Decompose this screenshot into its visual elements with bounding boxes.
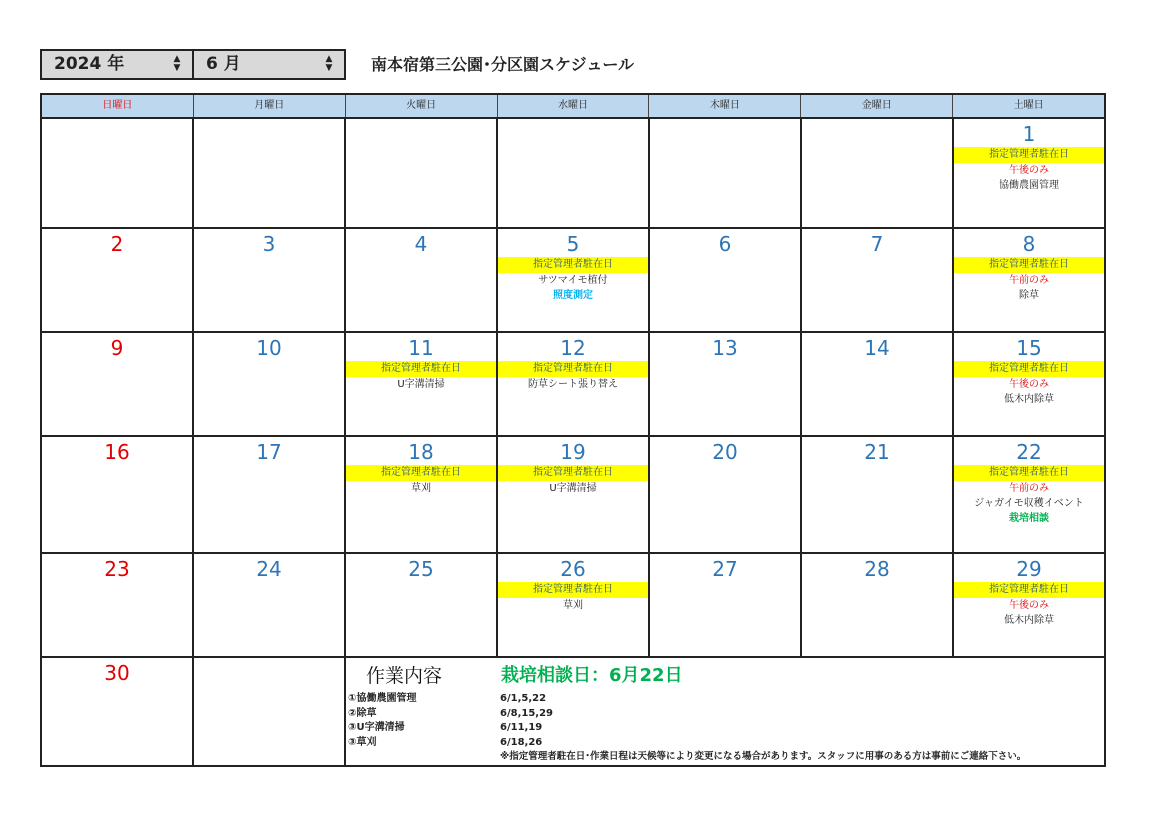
task-dates: 6/18,26: [500, 736, 543, 748]
page-title: 南本宿第三公園･分区園スケジュール: [371, 55, 635, 74]
day-number: 20: [712, 440, 738, 464]
event-text: U字溝清掃: [397, 379, 445, 390]
year-selector[interactable]: [40, 49, 194, 80]
task-list: [348, 692, 678, 750]
day-cell[interactable]: [954, 437, 1104, 552]
staff-day-badge: 指定管理者駐在日: [954, 147, 1104, 163]
day-cell[interactable]: [802, 333, 954, 435]
staff-day-badge: 指定管理者駐在日: [346, 361, 496, 377]
schedule-notice: ※指定管理者駐在日･作業日程は天候等により変更になる場合があります。スタッフに用事のある方は事前にご連絡下さい。: [500, 751, 1027, 762]
staff-day-badge: 指定管理者駐在日: [954, 465, 1104, 481]
week-row: [42, 119, 1104, 229]
day-number: 21: [864, 440, 890, 464]
task-dates: 6/1,5,22: [500, 693, 547, 704]
day-number: 16: [104, 440, 130, 464]
day-number: 7: [870, 232, 884, 256]
task-row: [348, 721, 678, 736]
day-cell[interactable]: [954, 119, 1104, 227]
day-cell[interactable]: [802, 554, 954, 656]
day-number: 28: [864, 557, 890, 581]
day-number: 14: [864, 336, 890, 360]
day-cell[interactable]: [650, 333, 802, 435]
event-text: 午前のみ: [1009, 275, 1049, 286]
day-cell[interactable]: [194, 119, 346, 227]
day-cell[interactable]: [954, 554, 1104, 656]
day-cell[interactable]: [346, 437, 498, 552]
day-cell[interactable]: [194, 333, 346, 435]
task-name: ③U字溝清掃: [348, 722, 405, 733]
staff-day-badge: 指定管理者駐在日: [498, 361, 648, 377]
day-number: 24: [256, 557, 282, 581]
staff-day-badge: 指定管理者駐在日: [498, 257, 648, 273]
day-number: 12: [560, 336, 586, 360]
week-row: [42, 229, 1104, 333]
day-number: 6: [718, 232, 732, 256]
month-label: 6 月: [206, 54, 241, 74]
day-number: 25: [408, 557, 434, 581]
week-row: [42, 554, 1104, 658]
event-text: サツマイモ植付: [538, 275, 608, 286]
weekday-header: 水曜日: [498, 95, 650, 117]
day-number: 26: [560, 557, 586, 581]
week-row: [42, 333, 1104, 437]
day-cell[interactable]: [498, 119, 650, 227]
event-text: 午後のみ: [1009, 165, 1049, 176]
task-row: [348, 736, 678, 751]
day-cell[interactable]: [346, 119, 498, 227]
day-cell[interactable]: [42, 554, 194, 656]
day-cell[interactable]: [650, 229, 802, 331]
day-cell[interactable]: [42, 437, 194, 552]
event-text: 午後のみ: [1009, 379, 1049, 390]
weekday-header-row: [42, 95, 1104, 119]
day-number: 10: [256, 336, 282, 360]
event-text: 防草シート張り替え: [528, 379, 618, 390]
calendar-grid: [40, 93, 1106, 767]
month-spin-icon[interactable]: ▲ ▼: [325, 54, 333, 73]
day-cell[interactable]: [650, 554, 802, 656]
task-name: ①協働農園管理: [348, 693, 417, 704]
event-text: 午前のみ: [1009, 483, 1049, 494]
day-cell[interactable]: [498, 229, 650, 331]
weekday-header: 木曜日: [649, 95, 801, 117]
day-number: 4: [414, 232, 428, 256]
year-label: 2024 年: [54, 54, 125, 74]
event-text: 午後のみ: [1009, 600, 1049, 611]
event-text: 除草: [1019, 290, 1039, 301]
event-text: 草刈: [411, 483, 431, 494]
event-text: 栽培相談: [1009, 513, 1049, 524]
event-text: 低木内除草: [1004, 615, 1054, 626]
event-text: 草刈: [563, 600, 583, 611]
event-text: 低木内除草: [1004, 394, 1054, 405]
task-row: [348, 707, 678, 722]
day-number: 22: [1016, 440, 1042, 464]
day-cell[interactable]: [346, 554, 498, 656]
day-number: 15: [1016, 336, 1042, 360]
notes-panel: [346, 658, 1106, 765]
day-cell[interactable]: [194, 658, 346, 765]
day-number: 5: [566, 232, 580, 256]
day-number: 3: [262, 232, 276, 256]
task-row: [348, 692, 678, 707]
event-text: ジャガイモ収穫イベント: [974, 498, 1084, 509]
day-cell[interactable]: [498, 333, 650, 435]
day-number: 30: [104, 661, 130, 685]
month-selector[interactable]: [192, 49, 346, 80]
day-cell[interactable]: [42, 229, 194, 331]
day-cell[interactable]: [498, 437, 650, 552]
weekday-header: 金曜日: [801, 95, 953, 117]
task-name: ②除草: [348, 707, 377, 719]
event-text: U字溝清掃: [549, 483, 597, 494]
day-cell[interactable]: [954, 333, 1104, 435]
task-dates: 6/8,15,29: [500, 707, 553, 719]
day-cell[interactable]: [42, 119, 194, 227]
week-row: [42, 437, 1104, 554]
day-cell[interactable]: [954, 229, 1104, 331]
weekday-header: 土曜日: [1013, 100, 1044, 111]
day-cell[interactable]: [194, 437, 346, 552]
day-cell[interactable]: [194, 229, 346, 331]
staff-day-badge: 指定管理者駐在日: [954, 257, 1104, 273]
day-cell[interactable]: [42, 658, 194, 765]
staff-day-badge: 指定管理者駐在日: [498, 582, 648, 598]
day-cell[interactable]: [650, 437, 802, 552]
day-cell[interactable]: [802, 437, 954, 552]
day-number: 2: [110, 232, 124, 256]
weekday-header: 月曜日: [194, 95, 346, 117]
day-number: 17: [256, 440, 282, 464]
staff-day-badge: 指定管理者駐在日: [954, 582, 1104, 598]
day-cell[interactable]: [802, 119, 954, 227]
day-number: 8: [1022, 232, 1036, 256]
day-cell[interactable]: [650, 119, 802, 227]
day-number: 19: [560, 440, 586, 464]
day-cell[interactable]: [42, 333, 194, 435]
task-dates: 6/11,19: [500, 722, 543, 733]
staff-day-badge: 指定管理者駐在日: [498, 465, 648, 481]
day-number: 29: [1016, 557, 1042, 581]
day-cell[interactable]: [802, 229, 954, 331]
day-number: 13: [712, 336, 738, 360]
consultation-date: 栽培相談日：6月22日: [501, 665, 683, 686]
staff-day-badge: 指定管理者駐在日: [954, 361, 1104, 377]
day-number: 27: [712, 557, 738, 581]
event-text: 協働農園管理: [999, 180, 1059, 191]
day-cell[interactable]: [194, 554, 346, 656]
day-number: 23: [104, 557, 130, 581]
day-number: 9: [110, 336, 124, 360]
task-name: ③草刈: [348, 736, 377, 748]
year-spin-icon[interactable]: ▲ ▼: [173, 54, 181, 73]
day-cell[interactable]: [346, 333, 498, 435]
day-number: 18: [408, 440, 434, 464]
weekday-header: 日曜日: [42, 95, 194, 117]
day-cell[interactable]: [498, 554, 650, 656]
day-cell[interactable]: [346, 229, 498, 331]
weekday-header: 火曜日: [346, 95, 498, 117]
event-text: 照度測定: [553, 290, 593, 301]
notes-title: 作業内容: [366, 665, 443, 687]
day-number: 11: [408, 336, 434, 360]
week-row: [42, 658, 1104, 765]
day-number: 1: [1022, 122, 1036, 146]
staff-day-badge: 指定管理者駐在日: [346, 465, 496, 481]
